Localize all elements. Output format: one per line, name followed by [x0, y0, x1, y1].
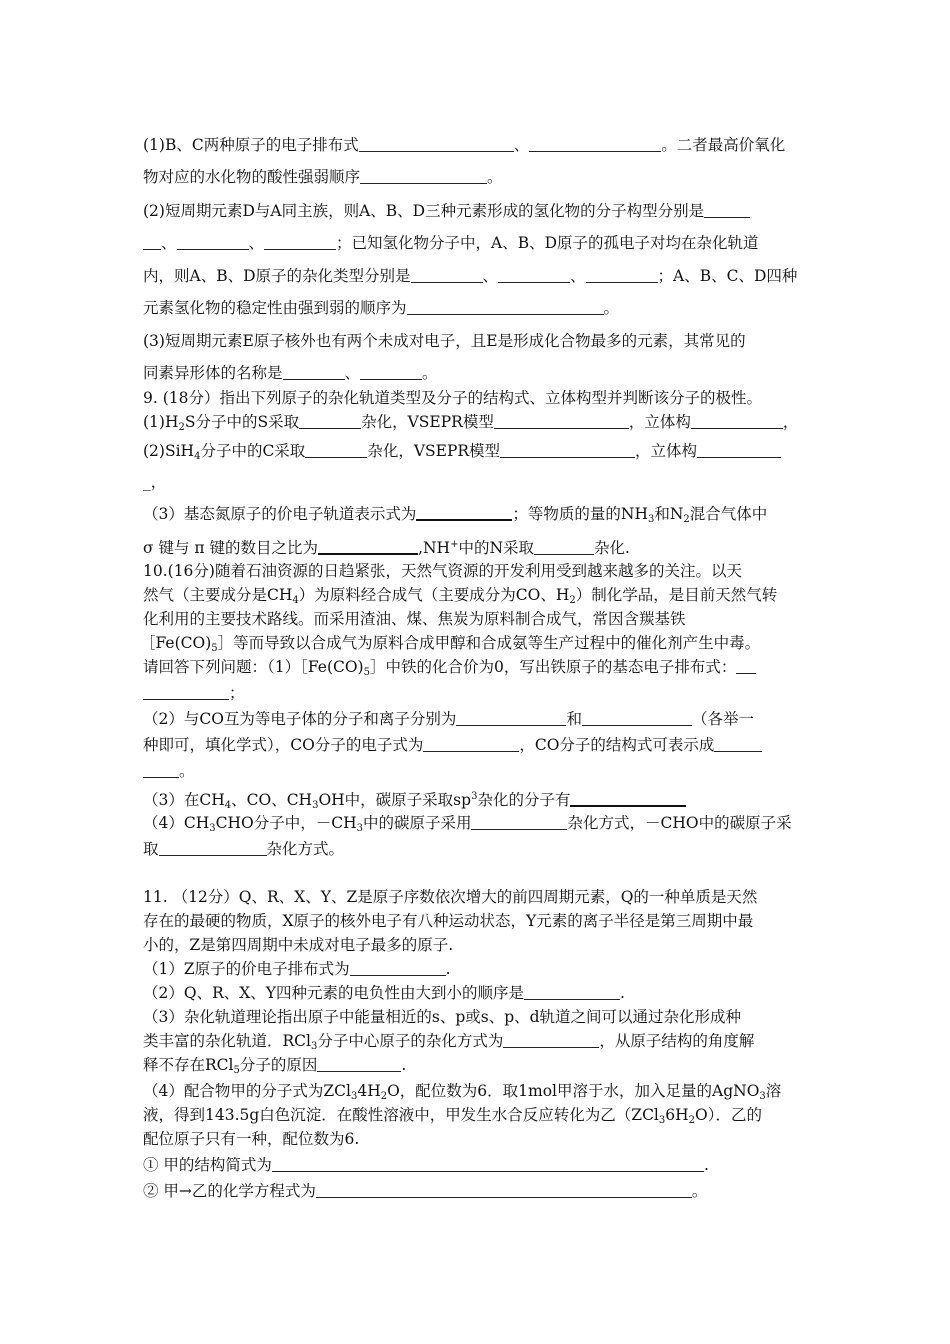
q8-part1-line1: [143, 134, 785, 156]
answer-blank[interactable]: [360, 169, 487, 184]
text: 、CO、CH: [231, 791, 313, 809]
text: (1)H: [143, 413, 179, 431]
text: 9. (18分）指出下列原子的杂化轨道类型及分子的结构式、立体构型并判断该分子的极性。: [143, 389, 762, 407]
text: 物对应的水化物的酸性强弱顺序: [143, 168, 361, 186]
text: 杂化方式。: [266, 840, 345, 858]
q8-part3-line1: [143, 330, 746, 352]
q9-title: [143, 387, 762, 409]
subscript: 5: [363, 667, 370, 678]
text: ，CO分子的结构式可表示成: [519, 736, 715, 754]
text: 分子中的C采取: [200, 442, 306, 460]
text: O）．乙的: [695, 1106, 762, 1124]
text: 存在的最硬的物质，X原子的核外电子有八种运动状态，Y元素的离子半径是第三周期中最: [143, 912, 754, 930]
text: 化利用的主要技术路线。而采用渣油、煤、焦炭为原料制合成气，常因含羰基铁: [143, 610, 686, 628]
text: 类丰富的杂化轨道．RCl: [143, 1032, 311, 1050]
subscript: 4: [224, 800, 232, 811]
answer-blank[interactable]: [498, 268, 570, 283]
text: .: [620, 984, 625, 1002]
text: 。: [691, 1182, 708, 1200]
text: （4）CH: [143, 814, 210, 832]
answer-blank[interactable]: [582, 711, 692, 726]
text: S分子中的S采取: [184, 413, 300, 431]
text: ② 甲→乙的化学方程式为: [143, 1182, 316, 1200]
text: _，: [143, 473, 167, 491]
q10-line9: [143, 760, 195, 782]
answer-blank[interactable]: [317, 1057, 401, 1072]
text: 4H: [357, 1082, 381, 1100]
superscript: 3: [471, 791, 478, 802]
text: 内，则A、B、D原子的杂化类型分别是: [143, 267, 411, 285]
subscript: 2: [683, 514, 690, 525]
text: 释不存在RCl: [143, 1056, 234, 1074]
subscript: 2: [688, 1115, 696, 1126]
text: 元素氢化物的稳定性由强到弱的顺序为: [143, 299, 407, 317]
q8-part2-line3: [143, 265, 797, 287]
q9-line2: [143, 440, 781, 468]
answer-blank[interactable]: [456, 711, 566, 726]
text: ,NH: [418, 539, 451, 557]
text: (1)B、C两种原子的电子排布式: [143, 136, 359, 154]
subscript: 3: [209, 823, 216, 834]
q10-line5: [143, 656, 756, 684]
text: 然气（主要成分是CH: [143, 586, 293, 604]
q11-line11: [143, 1128, 359, 1150]
text: (2)SiH: [143, 442, 195, 460]
text: 取: [143, 840, 159, 858]
q11-line8: [143, 1054, 406, 1082]
answer-blank[interactable]: [534, 540, 594, 555]
answer-blank[interactable]: [177, 235, 249, 250]
text: 6H: [665, 1106, 689, 1124]
answer-blank[interactable]: [283, 365, 345, 380]
q10-line8: [143, 734, 762, 756]
subscript: 2: [569, 595, 576, 606]
q9-line2-cont: [143, 471, 166, 493]
text: 同素异形体的名称是: [143, 364, 283, 382]
q11-line4: [143, 958, 451, 980]
answer-blank[interactable]: [416, 505, 512, 521]
subscript: 3: [312, 800, 319, 811]
text: （3）杂化轨道理论指出原子中能量相近的s、p或s、p、d轨道之间可以通过杂化形成种: [143, 1008, 742, 1026]
answer-blank[interactable]: [586, 268, 658, 283]
answer-blank[interactable]: [423, 737, 519, 752]
q9-line1: [143, 411, 798, 439]
text: 10.(16分)随着石油资源的日趋紧张，天然气资源的开发利用受到越来越多的关注。以天: [143, 562, 742, 580]
answer-blank[interactable]: [305, 443, 367, 458]
text: 混合气体中: [689, 505, 768, 523]
text: ，立体构: [635, 442, 698, 460]
subscript: 3: [311, 1041, 318, 1052]
q10-line12: [143, 838, 344, 860]
subscript: 2: [178, 422, 185, 433]
text: 杂化.: [594, 539, 630, 557]
q8-part3-line2: [143, 362, 438, 384]
answer-blank[interactable]: [316, 1183, 692, 1198]
text: 、: [482, 267, 499, 285]
q11-line2: [143, 910, 753, 932]
text: 分子中心原子的杂化方式为: [317, 1032, 504, 1050]
answer-blank[interactable]: [159, 841, 267, 856]
text: （4）配合物甲的分子式为ZCl: [143, 1082, 351, 1100]
answer-blank[interactable]: [691, 414, 783, 429]
text: ；等物质的量的NH: [512, 505, 648, 523]
answer-blank[interactable]: [704, 203, 750, 218]
text: (3)短周期元素E原子核外也有两个未成对电子，且E是形成化合物最多的元素，其常见的: [143, 332, 746, 350]
text: （3）基态氮原子的价电子轨道表示式为: [143, 505, 417, 523]
text: ① 甲的结构简式为: [143, 1156, 272, 1174]
text: ；A、B、C、D四种: [657, 267, 798, 285]
text: （各举一: [691, 710, 754, 728]
text: 请回答下列问题：（1）［Fe(CO): [143, 658, 364, 676]
answer-blank[interactable]: [503, 1033, 599, 1048]
text: 液，得到143.5g白色沉淀．在酸性溶液中，甲发生水合反应转化为乙（ZCl: [143, 1106, 659, 1124]
text: ［Fe(CO): [140, 634, 212, 652]
answer-blank[interactable]: [350, 961, 446, 976]
text: ，从原子结构的角度解: [599, 1032, 755, 1050]
text: 杂化，VSEPR模型: [361, 413, 494, 431]
text: 。二者最高价氧化: [661, 136, 786, 154]
answer-blank[interactable]: [494, 414, 629, 429]
subscript: 2: [380, 1091, 388, 1102]
text: ）为原料经合成气（主要成分为CO、H: [298, 586, 570, 604]
answer-blank[interactable]: [407, 300, 604, 315]
text: （2）与CO互为等电子体的分子和离子分别为: [143, 710, 457, 728]
q8-part2-line4: [143, 297, 619, 319]
answer-blank[interactable]: [359, 137, 514, 152]
q11-line3: [143, 934, 453, 956]
answer-blank[interactable]: [143, 235, 161, 250]
q10-line7: [143, 708, 754, 730]
text: 杂化方式，－CHO中的碳原子采: [567, 814, 792, 832]
q9-line4: [143, 534, 630, 559]
text: （3）在CH: [143, 791, 225, 809]
text: 。: [422, 364, 438, 382]
text: 小的，Z是第四周期中未成对电子最多的原子.: [143, 936, 454, 954]
text: 杂化，VSEPR模型: [367, 442, 501, 460]
subscript: 3: [356, 823, 363, 834]
q10-line1: [143, 560, 742, 582]
text: OH中，碳原子采取sp: [318, 791, 472, 809]
text: 溶: [765, 1082, 782, 1100]
text: （1）Z原子的价电子排布式为: [143, 960, 350, 978]
subscript: 3: [647, 514, 655, 525]
text: 。: [487, 168, 503, 186]
q9-line3: [143, 503, 767, 531]
text: σ 键与 π 键的数目之比为: [143, 539, 319, 557]
q8-part2-line2: [143, 232, 759, 254]
answer-blank[interactable]: [143, 685, 229, 700]
text: .: [703, 1156, 709, 1174]
text: 中的碳原子采用: [362, 814, 472, 832]
answer-blank[interactable]: [570, 791, 686, 807]
answer-blank[interactable]: [529, 137, 661, 152]
answer-blank[interactable]: [524, 985, 620, 1000]
text: 、: [161, 234, 177, 252]
text: ）制化学品，是目前天然气转: [575, 586, 778, 604]
text: ；: [229, 684, 245, 702]
answer-blank[interactable]: [697, 443, 781, 458]
answer-blank[interactable]: [318, 539, 418, 555]
answer-blank[interactable]: [411, 268, 483, 283]
q10-line11: [143, 812, 792, 840]
subscript: 5: [211, 643, 218, 654]
answer-blank[interactable]: [299, 414, 361, 429]
text: .: [401, 1056, 407, 1074]
q8-part1-line2: [143, 166, 503, 188]
text: 、: [513, 136, 530, 154]
text: 种即可，填化学式），CO分子的电子式为: [143, 736, 424, 754]
q8-part2-line1: [143, 200, 750, 222]
subscript: 3: [350, 1091, 358, 1102]
text: 、: [570, 267, 586, 285]
text: 。: [603, 299, 620, 317]
text: 配位原子只有一种，配位数为6.: [143, 1130, 360, 1148]
answer-blank[interactable]: [736, 659, 756, 674]
text: ；已知氢化物分子中，A、B、D原子的孤电子对均在杂化轨道: [336, 234, 759, 252]
text: .: [445, 960, 451, 978]
subscript: 3: [759, 1091, 766, 1102]
subscript: 4: [194, 451, 201, 462]
text: CHO分子中，－CH: [215, 814, 357, 832]
subscript: 5: [233, 1065, 240, 1076]
answer-blank[interactable]: [272, 1157, 704, 1172]
text: ］中铁的化合价为0，写出铁原子的基态电子排布式：: [369, 658, 737, 676]
answer-blank[interactable]: [143, 763, 179, 778]
q11-line13: [143, 1180, 707, 1202]
text: 分子的原因: [239, 1056, 318, 1074]
text: ，: [782, 413, 799, 431]
text: (2)短周期元素D与A同主族，则A、B、D三种元素形成的氢化物的分子构型分别是: [143, 202, 705, 220]
answer-blank[interactable]: [500, 443, 635, 458]
text: O，配位数为6．取1mol甲溶于水，加入足量的AgNO: [387, 1082, 760, 1100]
text: 杂化的分子有: [477, 791, 571, 809]
text: 、: [344, 364, 361, 382]
answer-blank[interactable]: [471, 815, 567, 830]
text: 中的N采取: [458, 539, 535, 557]
text: 和N: [654, 505, 684, 523]
q11-line6: [143, 1006, 741, 1028]
subscript: 3: [658, 1115, 666, 1126]
text: ，立体构: [628, 413, 691, 431]
text: ］等而导致以合成气为原料合成甲醇和合成氨等生产过程中的催化剂产生中毒。: [217, 634, 761, 652]
q11-line1: [143, 886, 757, 908]
text: 。: [179, 762, 195, 780]
superscript: +: [450, 539, 459, 550]
answer-blank[interactable]: [360, 365, 422, 380]
answer-blank[interactable]: [264, 235, 336, 250]
text: （2）Q、R、X、Y四种元素的电负性由大到小的顺序是: [143, 984, 525, 1002]
q11-line5: [143, 982, 625, 1004]
text: 、: [248, 234, 265, 252]
answer-blank[interactable]: [714, 737, 762, 752]
q10-line3: [143, 608, 686, 630]
q11-line12: [143, 1154, 709, 1176]
subscript: 4: [292, 595, 299, 606]
text: 11. （12分）Q、R、X、Y、Z是原子序数依次增大的前四周期元素，Q的一种单质是天然: [143, 888, 758, 906]
q10-line6: [143, 682, 245, 704]
text: 和: [566, 710, 582, 728]
